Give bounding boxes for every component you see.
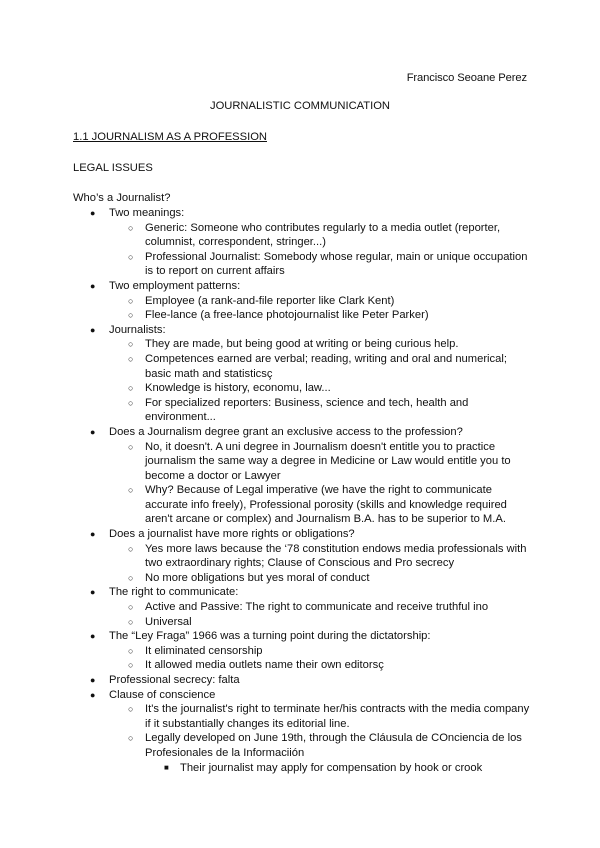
disc-bullet-icon: ● bbox=[90, 631, 96, 642]
circle-bullet-icon: ○ bbox=[128, 616, 134, 627]
list-item bbox=[0, 337, 600, 352]
circle-bullet-icon: ○ bbox=[128, 660, 134, 671]
circle-bullet-icon: ○ bbox=[128, 733, 134, 744]
subsection-heading: LEGAL ISSUES bbox=[73, 162, 153, 174]
list-item-text: Legally developed on June 19th, through the Cláusula de COnciencia de los Profesionales de la Informaciión bbox=[145, 732, 522, 759]
list-item-text: Why? Because of Legal imperative (we have the right to communicate accurate info freely), Professional porosity (skills and knowledge required aren't arcane or complex) and Journalism B.A. has to be superior to M.A. bbox=[145, 484, 507, 526]
list-item bbox=[0, 658, 600, 673]
list-item-text: No more obligations but yes moral of conduct bbox=[145, 571, 370, 584]
list-item bbox=[0, 440, 600, 484]
square-bullet-icon: ■ bbox=[164, 762, 169, 772]
list-item-text: Flee-lance (a free-lance photojournalist like Peter Parker) bbox=[145, 309, 429, 322]
list-item-text: Does a journalist have more rights or obligations? bbox=[109, 528, 355, 541]
list-item bbox=[0, 308, 600, 323]
list-item bbox=[0, 250, 600, 279]
circle-bullet-icon: ○ bbox=[128, 295, 134, 306]
circle-bullet-icon: ○ bbox=[128, 310, 134, 321]
author-name: Francisco Seoane Perez bbox=[406, 72, 527, 84]
circle-bullet-icon: ○ bbox=[128, 383, 134, 394]
list-item-text: Active and Passive: The right to communicate and receive truthful ino bbox=[145, 601, 489, 614]
list-item bbox=[0, 585, 600, 600]
circle-bullet-icon: ○ bbox=[128, 543, 134, 554]
circle-bullet-icon: ○ bbox=[128, 251, 134, 262]
list-item-text: The “Ley Fraga” 1966 was a turning point during the dictatorship: bbox=[109, 630, 431, 643]
list-item-text: Their journalist may apply for compensation by hook or crook bbox=[180, 761, 483, 774]
list-item bbox=[0, 761, 600, 776]
list-item bbox=[0, 731, 600, 760]
list-item-text: The right to communicate: bbox=[109, 586, 239, 599]
list-item bbox=[0, 206, 600, 221]
list-item bbox=[0, 279, 600, 294]
disc-bullet-icon: ● bbox=[90, 208, 96, 218]
list-item-text: Two employment patterns: bbox=[109, 279, 241, 292]
question-heading: Who’s a Journalist? bbox=[73, 192, 171, 204]
list-item bbox=[0, 673, 600, 688]
list-item bbox=[0, 600, 600, 615]
list-item bbox=[0, 629, 600, 644]
circle-bullet-icon: ○ bbox=[128, 339, 134, 350]
list-item bbox=[0, 352, 600, 381]
list-item bbox=[0, 381, 600, 396]
disc-bullet-icon: ● bbox=[90, 324, 96, 335]
list-item-text: Professional Journalist: Somebody whose regular, main or unique occupation is to report on current affairs bbox=[145, 250, 528, 278]
list-item-text: It allowed media outlets name their own editorsç bbox=[145, 659, 384, 672]
disc-bullet-icon: ● bbox=[90, 675, 96, 685]
list-item-text: For specialized reporters: Business, science and tech, health and environment... bbox=[145, 396, 469, 424]
circle-bullet-icon: ○ bbox=[128, 602, 134, 613]
list-item-text: They are made, but being good at writing or being curious help. bbox=[145, 338, 459, 351]
bullet-outline bbox=[0, 206, 600, 775]
list-item bbox=[0, 294, 600, 309]
circle-bullet-icon: ○ bbox=[128, 441, 134, 452]
list-item-text: Does a Journalism degree grant an exclusive access to the profession? bbox=[109, 425, 463, 438]
disc-bullet-icon: ● bbox=[90, 689, 96, 700]
document-title: JOURNALISTIC COMMUNICATION bbox=[209, 100, 391, 112]
list-item bbox=[0, 571, 600, 586]
list-item-text: It's the journalist's right to terminate her/his contracts with the media company if it substantially changes its editorial line. bbox=[145, 703, 530, 730]
list-item-text: Clause of conscience bbox=[109, 688, 216, 701]
circle-bullet-icon: ○ bbox=[128, 704, 134, 715]
list-item bbox=[0, 396, 600, 425]
list-item bbox=[0, 644, 600, 659]
disc-bullet-icon: ● bbox=[90, 280, 96, 291]
list-item-text: Knowledge is history, economu, law... bbox=[145, 382, 331, 395]
list-item bbox=[0, 483, 600, 527]
circle-bullet-icon: ○ bbox=[128, 572, 134, 583]
list-item-text: It eliminated censorship bbox=[145, 644, 263, 657]
disc-bullet-icon: ● bbox=[90, 529, 96, 540]
list-item-text: Two meanings: bbox=[109, 207, 185, 219]
list-item bbox=[0, 323, 600, 338]
list-item-text: Yes more laws because the ‘78 constitution endows media professionals with two extraordinary rights; Clause of Conscious and Pro secrecy bbox=[145, 542, 527, 570]
list-item bbox=[0, 615, 600, 630]
list-item-text: Universal bbox=[145, 615, 192, 628]
list-item bbox=[0, 221, 600, 250]
list-item bbox=[0, 425, 600, 440]
circle-bullet-icon: ○ bbox=[128, 353, 134, 364]
circle-bullet-icon: ○ bbox=[128, 485, 134, 496]
list-item bbox=[0, 688, 600, 703]
list-item-text: Employee (a rank-and-file reporter like Clark Kent) bbox=[145, 294, 395, 307]
list-item-text: Competences earned are verbal; reading, writing and oral and numerical; basic math and statisticsç bbox=[145, 352, 507, 380]
list-item-text: No, it doesn't. A uni degree in Journalism doesn't entitle you to practice journalism the same way a degree in Medicine or Law would entitle you to become a doctor or Lawyer bbox=[145, 440, 511, 482]
circle-bullet-icon: ○ bbox=[128, 645, 134, 656]
section-heading: 1.1 JOURNALISM AS A PROFESSION bbox=[73, 131, 267, 143]
circle-bullet-icon: ○ bbox=[128, 397, 134, 408]
disc-bullet-icon: ● bbox=[90, 426, 96, 437]
list-item bbox=[0, 542, 600, 571]
list-item bbox=[0, 702, 600, 731]
list-item-text: Generic: Someone who contributes regularly to a media outlet (reporter, columnist, correspondent, stringer...) bbox=[145, 221, 501, 249]
disc-bullet-icon: ● bbox=[90, 587, 96, 598]
circle-bullet-icon: ○ bbox=[128, 222, 134, 233]
list-item bbox=[0, 527, 600, 542]
list-item-text: Journalists: bbox=[109, 323, 166, 336]
list-item-text: Professional secrecy: falta bbox=[109, 674, 240, 686]
